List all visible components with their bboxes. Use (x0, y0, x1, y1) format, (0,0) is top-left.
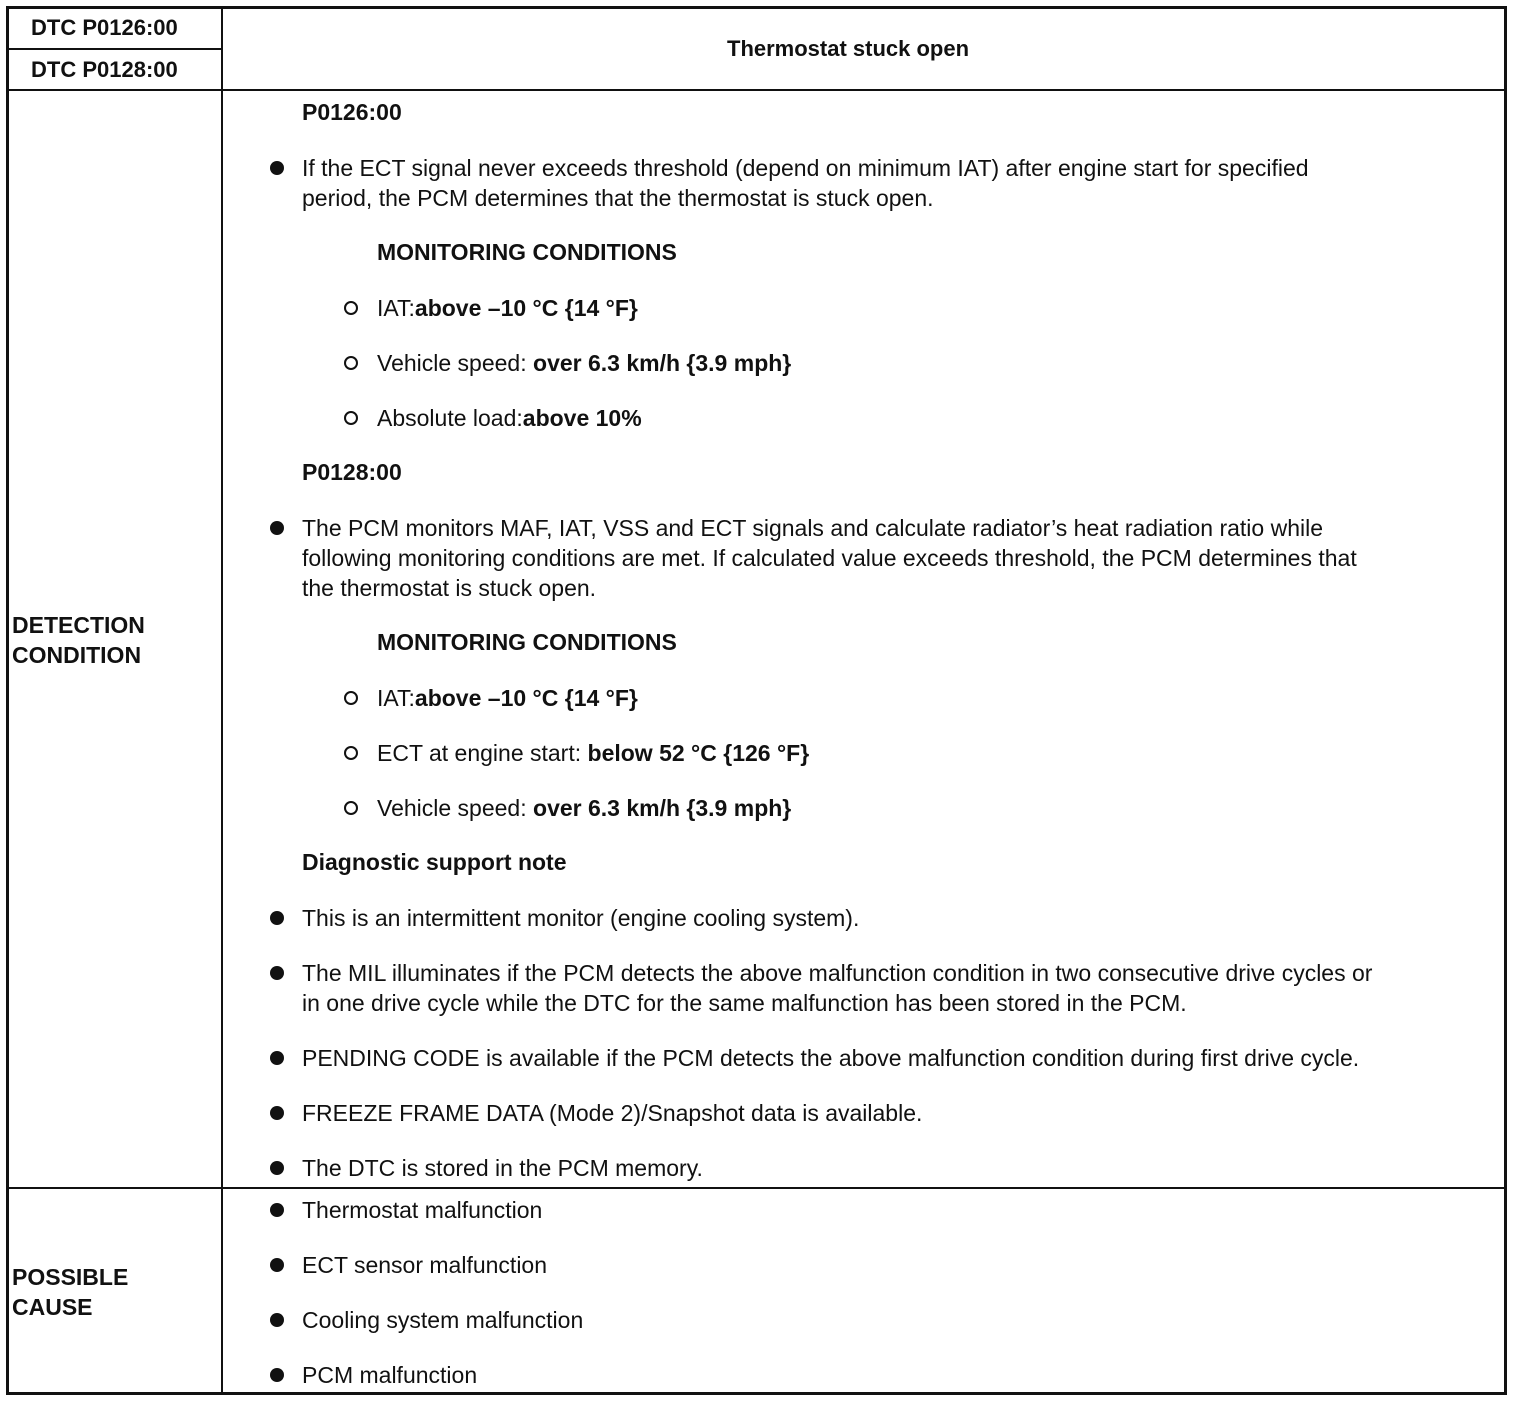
header-divider (6, 89, 1507, 91)
p0128-monitoring-heading: MONITORING CONDITIONS (377, 629, 677, 655)
bullet-icon (270, 911, 284, 925)
circle-bullet-icon (344, 411, 358, 425)
bullet-icon (270, 1203, 284, 1217)
bullet-icon (270, 1106, 284, 1120)
support-note: PENDING CODE is available if the PCM detects the above malfunction condition during first drive cycle. (302, 1045, 1360, 1071)
circle-bullet-icon (344, 301, 358, 315)
p0128-condition (377, 793, 791, 823)
bullet-icon (270, 161, 284, 175)
p0128-desc-line3: the thermostat is stuck open. (302, 575, 597, 601)
support-note-heading: Diagnostic support note (302, 849, 567, 875)
possible-cause-item: ECT sensor malfunction (302, 1252, 548, 1278)
detection-label-line1: DETECTION (12, 612, 145, 638)
condition-label: Vehicle speed: (377, 350, 534, 376)
p0126-condition (377, 403, 642, 433)
circle-bullet-icon (344, 746, 358, 760)
page-title: Thermostat stuck open (727, 36, 970, 61)
bullet-icon (270, 1258, 284, 1272)
section-divider (6, 1187, 1507, 1189)
support-note: The MIL illuminates if the PCM detects the above malfunction condition in two consecutive drive cycles or (302, 960, 1373, 986)
condition-value: over 6.3 km/h {3.9 mph} (533, 795, 792, 821)
p0128-condition (377, 738, 809, 768)
possible-cause-label-line2: CAUSE (12, 1294, 93, 1320)
header-left-divider (6, 48, 222, 50)
p0126-condition (377, 293, 638, 323)
possible-cause-item: PCM malfunction (302, 1362, 478, 1388)
possible-cause-item: Cooling system malfunction (302, 1307, 584, 1333)
bullet-icon (270, 1161, 284, 1175)
p0128-condition (377, 683, 638, 713)
p0126-desc-line2: period, the PCM determines that the thermostat is stuck open. (302, 185, 934, 211)
condition-label: Vehicle speed: (377, 795, 534, 821)
p0128-desc-line2: following monitoring conditions are met. If calculated value exceeds threshold, the PCM determines that (302, 545, 1357, 571)
detection-label-line2: CONDITION (12, 642, 142, 668)
bullet-icon (270, 1051, 284, 1065)
p0128-desc-line1: The PCM monitors MAF, IAT, VSS and ECT signals and calculate radiator’s heat radiation ratio while (302, 515, 1323, 541)
dtc-code-1: DTC P0126:00 (31, 15, 178, 40)
condition-value: below 52 °C {126 °F} (587, 740, 810, 766)
condition-value: above 10% (522, 405, 642, 431)
p0126-monitoring-heading: MONITORING CONDITIONS (377, 239, 677, 265)
condition-value: above –10 °C {14 °F} (414, 685, 638, 711)
dtc-code-2: DTC P0128:00 (31, 57, 178, 82)
bullet-icon (270, 966, 284, 980)
circle-bullet-icon (344, 801, 358, 815)
circle-bullet-icon (344, 691, 358, 705)
p0128-heading: P0128:00 (302, 459, 402, 485)
possible-cause-label-line1: POSSIBLE (12, 1264, 129, 1290)
bullet-icon (270, 1368, 284, 1382)
condition-label: ECT at engine start: (377, 740, 588, 766)
support-note: FREEZE FRAME DATA (Mode 2)/Snapshot data is available. (302, 1100, 923, 1126)
support-note: This is an intermittent monitor (engine cooling system). (302, 905, 860, 931)
condition-value: above –10 °C {14 °F} (414, 295, 638, 321)
p0126-condition (377, 348, 791, 378)
condition-label: IAT: (377, 685, 415, 711)
condition-label: Absolute load: (377, 405, 523, 431)
circle-bullet-icon (344, 356, 358, 370)
support-note-continued: in one drive cycle while the DTC for the same malfunction has been stored in the PCM. (302, 990, 1187, 1016)
bullet-icon (270, 521, 284, 535)
bullet-icon (270, 1313, 284, 1327)
p0126-desc-line1: If the ECT signal never exceeds threshold (depend on minimum IAT) after engine start for specified (302, 155, 1309, 181)
condition-value: over 6.3 km/h {3.9 mph} (533, 350, 792, 376)
support-note: The DTC is stored in the PCM memory. (302, 1155, 703, 1181)
condition-label: IAT: (377, 295, 415, 321)
possible-cause-item: Thermostat malfunction (302, 1197, 543, 1223)
p0126-heading: P0126:00 (302, 99, 402, 125)
